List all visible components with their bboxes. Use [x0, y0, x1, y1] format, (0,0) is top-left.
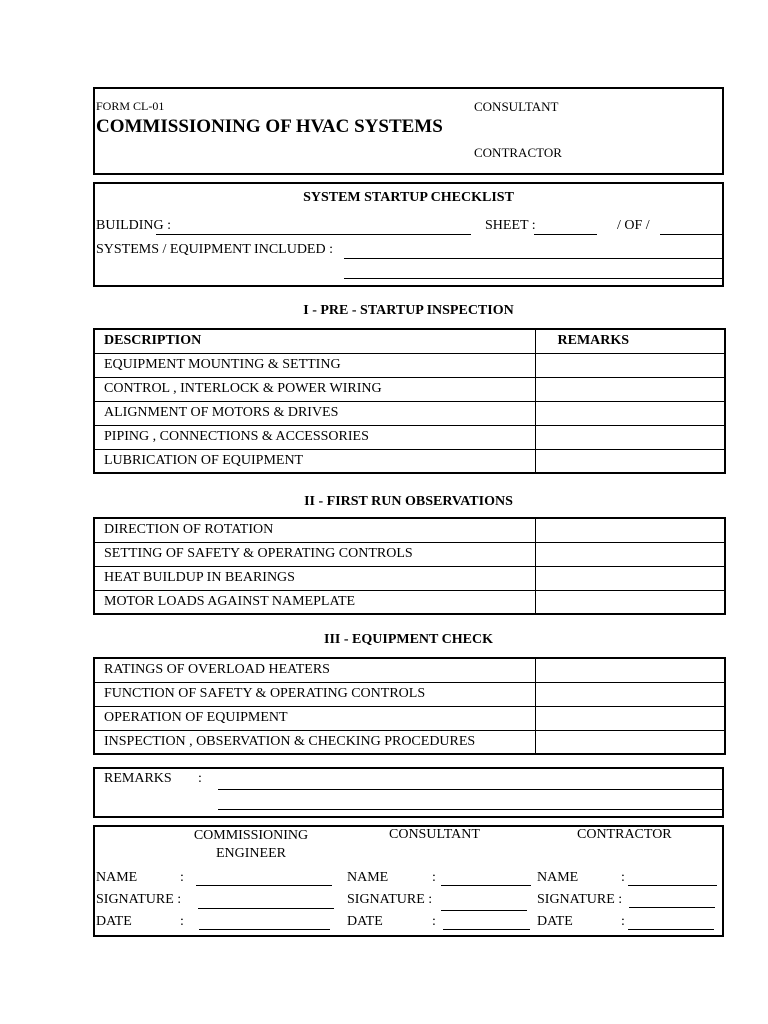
item-description: DIRECTION OF ROTATION	[94, 518, 535, 542]
consultant-date-field[interactable]	[443, 929, 530, 930]
remarks-label: REMARKS	[104, 771, 172, 786]
item-description: PIPING , CONNECTIONS & ACCESSORIES	[94, 425, 535, 449]
systems-label: SYSTEMS / EQUIPMENT INCLUDED :	[96, 242, 333, 257]
table-row	[94, 566, 725, 590]
consultant-signature-label: SIGNATURE :	[347, 892, 433, 907]
contractor-signature-label: SIGNATURE :	[537, 892, 623, 907]
item-remarks-cell[interactable]	[535, 658, 725, 682]
item-remarks-cell[interactable]	[535, 425, 725, 449]
item-remarks-cell[interactable]	[535, 518, 725, 542]
engineer-date-label: DATE	[96, 914, 132, 929]
commissioning-engineer-heading	[170, 827, 332, 863]
table-row	[94, 658, 725, 682]
table-row	[94, 706, 725, 730]
form-number: FORM CL-01	[96, 99, 165, 113]
remarks-field-1[interactable]	[218, 789, 722, 790]
item-remarks-cell[interactable]	[535, 682, 725, 706]
contractor-date-colon: :	[621, 914, 625, 929]
consultant-date-label: DATE	[347, 914, 383, 929]
item-description: CONTROL , INTERLOCK & POWER WIRING	[94, 377, 535, 401]
section3-table	[93, 657, 726, 755]
section3-title: III - EQUIPMENT CHECK	[324, 632, 493, 647]
table-header-row	[94, 329, 725, 353]
table-row	[94, 682, 725, 706]
item-description: RATINGS OF OVERLOAD HEATERS	[94, 658, 535, 682]
remarks-column-header: REMARKS	[535, 329, 725, 353]
contractor-name-label: NAME	[537, 870, 579, 885]
contractor-name-field[interactable]	[628, 885, 717, 886]
sheet-label: SHEET :	[485, 218, 536, 233]
engineer-signature-label: SIGNATURE :	[96, 892, 182, 907]
engineer-date-colon: :	[180, 914, 184, 929]
systems-field-2[interactable]	[344, 278, 722, 279]
contractor-signature-field[interactable]	[629, 907, 715, 908]
table-row	[94, 730, 725, 754]
engineer-signature-field[interactable]	[198, 908, 334, 909]
of-field[interactable]	[660, 234, 722, 235]
section1-table	[93, 328, 726, 474]
section1-title: I - PRE - STARTUP INSPECTION	[303, 303, 514, 318]
item-description: EQUIPMENT MOUNTING & SETTING	[94, 353, 535, 377]
engineer-date-field[interactable]	[199, 929, 330, 930]
header-consultant-label: CONSULTANT	[474, 99, 559, 114]
item-remarks-cell[interactable]	[535, 377, 725, 401]
remarks-box	[93, 767, 724, 818]
item-description: HEAT BUILDUP IN BEARINGS	[94, 566, 535, 590]
item-description: SETTING OF SAFETY & OPERATING CONTROLS	[94, 542, 535, 566]
table-row	[94, 377, 725, 401]
item-remarks-cell[interactable]	[535, 449, 725, 473]
sheet-field[interactable]	[534, 234, 597, 235]
item-description: OPERATION OF EQUIPMENT	[94, 706, 535, 730]
table-row	[94, 353, 725, 377]
consultant-signature-field[interactable]	[441, 910, 527, 911]
building-field[interactable]	[156, 234, 471, 235]
table-row	[94, 518, 725, 542]
checklist-title: SYSTEM STARTUP CHECKLIST	[303, 190, 514, 205]
remarks-colon: :	[198, 771, 202, 786]
item-description: FUNCTION OF SAFETY & OPERATING CONTROLS	[94, 682, 535, 706]
consultant-name-colon: :	[432, 870, 436, 885]
item-remarks-cell[interactable]	[535, 353, 725, 377]
item-remarks-cell[interactable]	[535, 542, 725, 566]
commissioning-heading-line2: ENGINEER	[216, 846, 286, 861]
item-remarks-cell[interactable]	[535, 590, 725, 614]
item-remarks-cell[interactable]	[535, 566, 725, 590]
section2-table	[93, 517, 726, 615]
item-description: ALIGNMENT OF MOTORS & DRIVES	[94, 401, 535, 425]
commissioning-heading-line1: COMMISSIONING	[193, 828, 309, 843]
item-remarks-cell[interactable]	[535, 401, 725, 425]
consultant-name-field[interactable]	[441, 885, 531, 886]
table-row	[94, 590, 725, 614]
remarks-field-2[interactable]	[218, 809, 722, 810]
table-row	[94, 401, 725, 425]
contractor-heading: CONTRACTOR	[577, 827, 672, 842]
systems-field-1[interactable]	[344, 258, 722, 259]
contractor-date-field[interactable]	[628, 929, 714, 930]
description-column-header: DESCRIPTION	[94, 329, 535, 353]
item-remarks-cell[interactable]	[535, 730, 725, 754]
table-row	[94, 425, 725, 449]
page-title: COMMISSIONING OF HVAC SYSTEMS	[96, 116, 443, 137]
engineer-name-label: NAME	[96, 870, 138, 885]
table-row	[94, 542, 725, 566]
consultant-name-label: NAME	[347, 870, 389, 885]
of-label: / OF /	[617, 218, 650, 233]
consultant-heading: CONSULTANT	[389, 827, 480, 842]
item-description: MOTOR LOADS AGAINST NAMEPLATE	[94, 590, 535, 614]
building-label: BUILDING :	[96, 218, 172, 233]
item-description: INSPECTION , OBSERVATION & CHECKING PROCEDURES	[94, 730, 535, 754]
section2-title: II - FIRST RUN OBSERVATIONS	[304, 494, 513, 509]
consultant-date-colon: :	[432, 914, 436, 929]
contractor-name-colon: :	[621, 870, 625, 885]
item-description: LUBRICATION OF EQUIPMENT	[94, 449, 535, 473]
contractor-date-label: DATE	[537, 914, 573, 929]
engineer-name-field[interactable]	[196, 885, 332, 886]
engineer-name-colon: :	[180, 870, 184, 885]
header-contractor-label: CONTRACTOR	[474, 145, 562, 160]
item-remarks-cell[interactable]	[535, 706, 725, 730]
table-row	[94, 449, 725, 473]
